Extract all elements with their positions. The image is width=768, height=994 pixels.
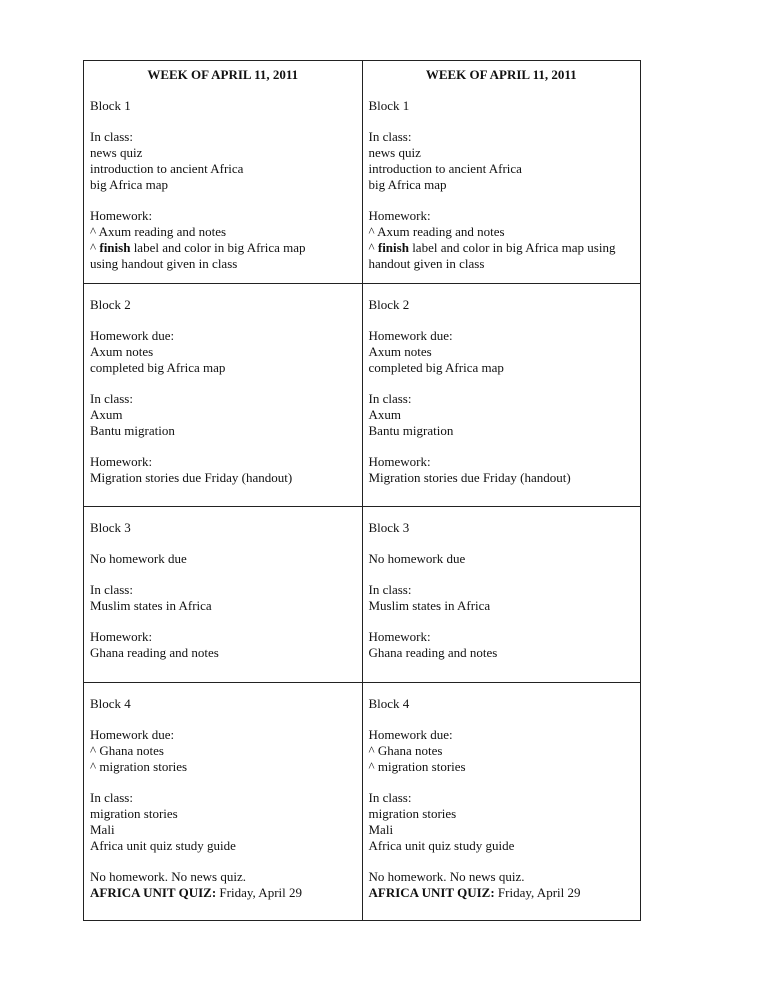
list-item: Africa unit quiz study guide [90,838,236,853]
homework-due-label: Homework due: [90,727,175,742]
list-item-continuation: handout given in class [368,256,485,271]
list-item-continuation: using handout given in class [90,256,238,271]
table-row [84,683,641,921]
block-4-cell-left [84,683,363,921]
block-title: Block 4 [90,696,131,711]
block-title: Block 1 [90,98,131,113]
list-item: Bantu migration [90,423,175,438]
in-class-label: In class: [368,790,412,805]
no-homework-note: No homework. No news quiz. [90,869,246,884]
no-homework-due: No homework due [90,551,187,566]
block-1-cell-right [362,61,641,284]
week-header: WEEK OF APRIL 11, 2011 [425,67,577,82]
list-item: Axum notes [368,344,432,359]
in-class-label: In class: [368,129,412,144]
in-class-label: In class: [90,582,133,597]
in-class-label: In class: [90,790,133,805]
list-item: Mali [90,822,115,837]
block-title: Block 3 [90,520,131,535]
block-1-cell-left [84,61,363,284]
no-homework-due: No homework due [368,551,466,566]
list-item: ^ Ghana notes [90,743,164,758]
block-3-cell-right [362,507,641,683]
emphasis-text: finish [377,240,409,255]
block-title: Block 2 [368,297,410,312]
in-class-label: In class: [368,391,412,406]
list-item: Axum [368,407,401,422]
list-item: news quiz [90,145,143,160]
quiz-label: AFRICA UNIT QUIZ: [368,885,495,900]
in-class-label: In class: [90,129,133,144]
list-item: Migration stories due Friday (handout) [90,470,293,485]
list-item: migration stories [90,806,178,821]
no-homework-note: No homework. No news quiz. [368,869,525,884]
caret-prefix: ^ [90,240,100,255]
in-class-label: In class: [368,582,412,597]
list-item: Axum notes [90,344,154,359]
quiz-label: AFRICA UNIT QUIZ: [90,885,217,900]
list-item: Africa unit quiz study guide [368,838,515,853]
homework-due-label: Homework due: [368,328,453,343]
table-row [84,284,641,507]
item-text: label and color in big Africa map [130,240,306,255]
list-item: ^ Axum reading and notes [90,224,227,239]
block-title: Block 3 [368,520,410,535]
list-item: completed big Africa map [368,360,504,375]
list-item: Axum [90,407,123,422]
list-item: Muslim states in Africa [90,598,212,613]
homework-label: Homework: [90,454,153,469]
list-item: news quiz [368,145,421,160]
block-3-cell-left [84,507,363,683]
homework-due-label: Homework due: [90,328,175,343]
table-row [84,61,641,284]
homework-label: Homework: [368,629,431,644]
list-item: Muslim states in Africa [368,598,491,613]
homework-label: Homework: [368,208,431,223]
in-class-label: In class: [90,391,133,406]
homework-label: Homework: [90,208,153,223]
list-item [90,240,356,256]
list-item: Migration stories due Friday (handout) [368,470,571,485]
item-text: label and color in big Africa map using [408,240,616,255]
quiz-date: Friday, April 29 [494,885,581,900]
block-2-cell-right [362,284,641,507]
weekly-schedule-table [83,60,641,921]
list-item: ^ migration stories [90,759,188,774]
homework-label: Homework: [368,454,431,469]
caret-prefix: ^ [368,240,378,255]
list-item: ^ Axum reading and notes [368,224,505,239]
list-item: ^ Ghana notes [368,743,443,758]
block-2-cell-left [84,284,363,507]
list-item: ^ migration stories [368,759,466,774]
list-item: completed big Africa map [90,360,226,375]
emphasis-text: finish [99,240,131,255]
list-item: Ghana reading and notes [368,645,498,660]
quiz-announcement [369,885,635,901]
list-item: big Africa map [90,177,168,192]
list-item: introduction to ancient Africa [90,161,244,176]
list-item: introduction to ancient Africa [368,161,522,176]
block-4-cell-right [362,683,641,921]
list-item: migration stories [368,806,457,821]
quiz-date: Friday, April 29 [216,885,302,900]
list-item: Ghana reading and notes [90,645,219,660]
list-item: Bantu migration [368,423,454,438]
quiz-announcement [90,885,356,901]
block-title: Block 2 [90,297,131,312]
homework-due-label: Homework due: [368,727,453,742]
table-row [84,507,641,683]
block-title: Block 4 [368,696,410,711]
list-item: Mali [368,822,394,837]
list-item [369,240,635,256]
week-header: WEEK OF APRIL 11, 2011 [147,67,299,82]
block-title: Block 1 [368,98,410,113]
list-item: big Africa map [368,177,447,192]
homework-label: Homework: [90,629,153,644]
